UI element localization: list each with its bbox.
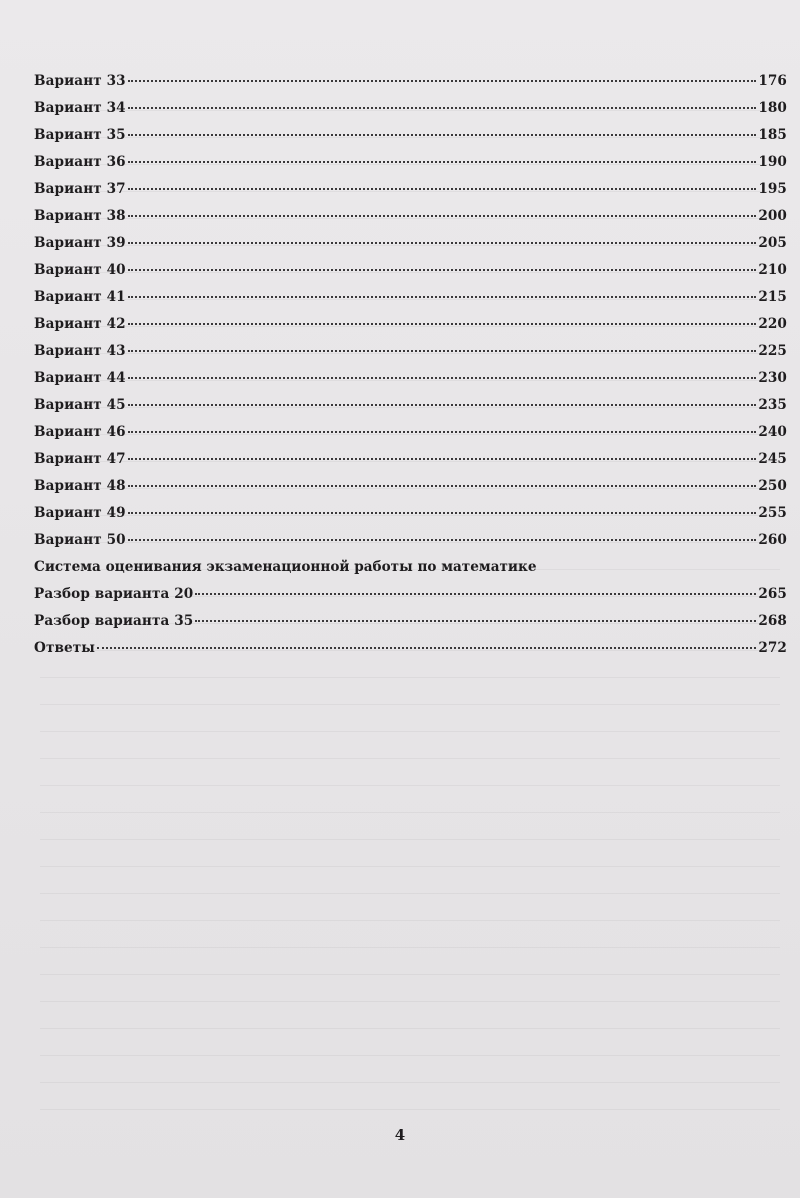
toc-entry-label: Вариант 39 — [34, 235, 126, 251]
toc-entry-page: 240 — [758, 424, 787, 440]
toc-entry-label: Вариант 41 — [34, 289, 126, 305]
toc-leader-dots — [128, 350, 757, 352]
toc-entry — [34, 397, 787, 424]
toc-leader-dots — [128, 80, 757, 82]
toc-entry — [34, 235, 787, 262]
toc-entry-page: 220 — [758, 316, 787, 332]
toc-entry-page: 250 — [758, 478, 787, 494]
toc-entry — [34, 424, 787, 451]
toc-entry-page: 215 — [758, 289, 787, 305]
toc-leader-dots — [128, 215, 757, 217]
toc-leader-dots — [128, 539, 757, 541]
toc-entry-page: 205 — [758, 235, 787, 251]
toc-entry-label: Вариант 44 — [34, 370, 126, 386]
toc-leader-dots — [128, 242, 757, 244]
toc-entry-page: 185 — [758, 127, 787, 143]
toc-leader-dots — [128, 188, 757, 190]
toc-leader-dots — [128, 431, 757, 433]
toc-entry — [34, 181, 787, 208]
table-of-contents — [34, 73, 787, 667]
toc-entry-page: 225 — [758, 343, 787, 359]
toc-entry-label: Вариант 47 — [34, 451, 126, 467]
toc-entry-label: Вариант 45 — [34, 397, 126, 413]
toc-entry-label: Вариант 40 — [34, 262, 126, 278]
toc-entry-label: Вариант 42 — [34, 316, 126, 332]
toc-entry — [34, 289, 787, 316]
toc-entry — [34, 127, 787, 154]
toc-entry-label: Вариант 48 — [34, 478, 126, 494]
toc-leader-dots — [195, 620, 756, 622]
toc-leader-dots — [128, 377, 757, 379]
toc-leader-dots — [128, 296, 757, 298]
toc-entry-label: Вариант 37 — [34, 181, 126, 197]
toc-leader-dots — [128, 404, 757, 406]
toc-entry-label: Вариант 38 — [34, 208, 126, 224]
toc-entry-page: 260 — [758, 532, 787, 548]
toc-entry — [34, 532, 787, 559]
toc-section-heading: Система оценивания экзаменационной работы по математике — [34, 559, 537, 575]
toc-leader-dots — [195, 593, 756, 595]
toc-entry-label: Разбор варианта 20 — [34, 586, 194, 602]
toc-entry-page: 180 — [758, 100, 787, 116]
toc-entry-page: 210 — [758, 262, 787, 278]
toc-leader-dots — [128, 485, 757, 487]
toc-entry-page: 195 — [758, 181, 787, 197]
toc-entry — [34, 586, 787, 613]
toc-entry-label: Вариант 34 — [34, 100, 126, 116]
toc-leader-dots — [128, 458, 757, 460]
toc-entry-label: Вариант 50 — [34, 532, 126, 548]
toc-entry — [34, 613, 787, 640]
toc-entry-label: Вариант 46 — [34, 424, 126, 440]
toc-extra-list — [34, 586, 787, 667]
toc-entry-label: Вариант 36 — [34, 154, 126, 170]
toc-entry-page: 190 — [758, 154, 787, 170]
toc-entry — [34, 154, 787, 181]
toc-entry-page: 265 — [758, 586, 787, 602]
toc-entry-page: 245 — [758, 451, 787, 467]
toc-entry-page: 272 — [758, 640, 787, 656]
toc-entry — [34, 100, 787, 127]
toc-entry — [34, 478, 787, 505]
toc-entry — [34, 505, 787, 532]
toc-leader-dots — [128, 134, 757, 136]
toc-entry-page: 255 — [758, 505, 787, 521]
toc-entries-list — [34, 73, 787, 559]
toc-entry-page: 176 — [758, 73, 787, 89]
toc-entry-label: Ответы — [34, 640, 96, 656]
toc-entry — [34, 316, 787, 343]
toc-entry-label: Разбор варианта 35 — [34, 613, 194, 629]
toc-entry — [34, 343, 787, 370]
toc-entry-label: Вариант 33 — [34, 73, 126, 89]
toc-entry — [34, 640, 787, 667]
toc-entry — [34, 73, 787, 100]
toc-entry — [34, 208, 787, 235]
toc-entry-page: 200 — [758, 208, 787, 224]
toc-leader-dots — [128, 323, 757, 325]
toc-leader-dots — [128, 107, 757, 109]
toc-entry — [34, 370, 787, 397]
toc-entry-page: 235 — [758, 397, 787, 413]
toc-entry-page: 230 — [758, 370, 787, 386]
toc-entry-page: 268 — [758, 613, 787, 629]
toc-leader-dots — [97, 647, 756, 649]
toc-leader-dots — [128, 161, 757, 163]
toc-entry-label: Вариант 35 — [34, 127, 126, 143]
toc-entry — [34, 451, 787, 478]
toc-entry-label: Вариант 43 — [34, 343, 126, 359]
toc-entry — [34, 262, 787, 289]
toc-leader-dots — [128, 269, 757, 271]
page-number: 4 — [394, 1126, 406, 1144]
toc-entry-label: Вариант 49 — [34, 505, 126, 521]
toc-leader-dots — [128, 512, 757, 514]
